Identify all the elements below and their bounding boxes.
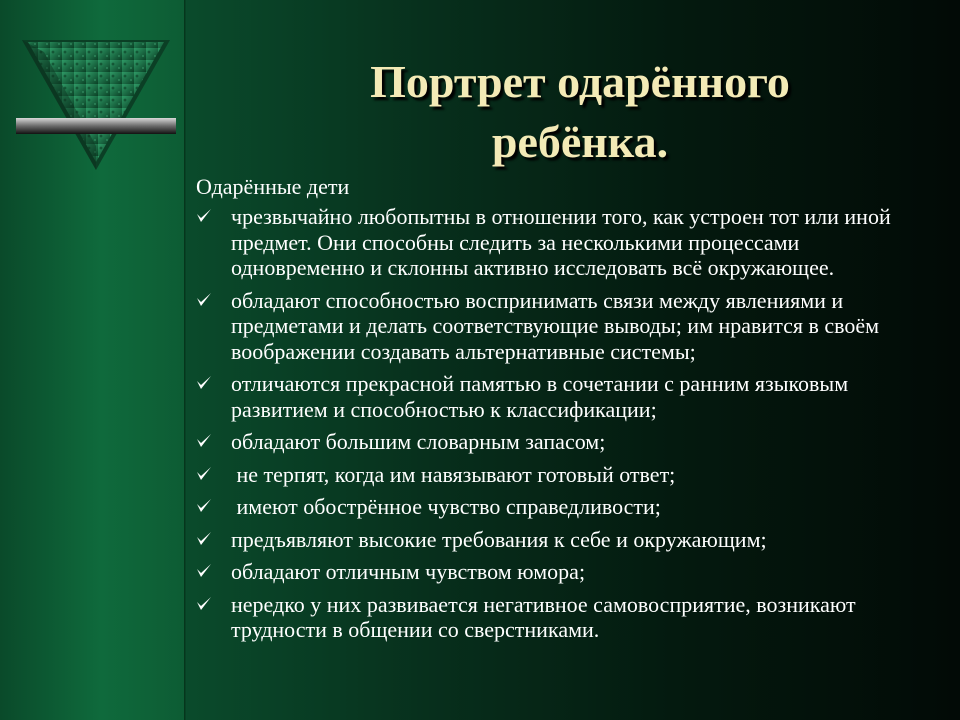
bullet-item [196, 204, 936, 281]
bullet-item [196, 371, 936, 422]
bullet-text: обладают большим словарным запасом; [231, 429, 606, 454]
check-mark-icon [196, 292, 212, 308]
check-mark-icon [196, 375, 212, 391]
green-triangle-logo-icon [14, 36, 178, 176]
band-edge [184, 0, 187, 720]
bullet-item [196, 559, 936, 585]
bullet-text: нередко у них развивается негативное самовосприятие, возникают трудности в общении со сверстниками. [231, 591, 862, 642]
bullet-text: предъявляют высокие требования к себе и окружающим; [231, 526, 767, 552]
bullet-text: не терпят, когда им навязывают готовый ответ; [231, 461, 676, 487]
intro-text: Одарённые дети [196, 174, 350, 199]
check-mark-icon [196, 498, 212, 514]
bullet-item [196, 494, 936, 520]
bullet-item [196, 527, 936, 553]
bullet-item [196, 288, 936, 365]
check-mark-icon [196, 433, 212, 449]
bullet-text: обладают отличным чувством юмора; [231, 559, 586, 584]
bullet-text: обладают способностью воспринимать связи между явлениями и предметами и делать соответствующие выводы; им нравится в своём воображении создавать альтернативные системы; [231, 287, 885, 364]
check-mark-icon [196, 531, 212, 547]
bullet-item [196, 462, 936, 488]
slide-title: Портрет одарённого ребёнка. [370, 56, 790, 167]
bullet-text: чрезвычайно любопытны в отношении того, как устроен тот или иной предмет. Они способны следить за несколькими процессами одновременно и склонны активно исследовать всё окружающее. [231, 204, 897, 280]
bullet-list [196, 204, 936, 650]
check-mark-icon [196, 596, 212, 612]
check-mark-icon [196, 466, 212, 482]
bullet-item [196, 429, 936, 455]
check-mark-icon [196, 563, 212, 579]
bullet-item [196, 592, 936, 643]
bullet-text: отличаются прекрасной памятью в сочетании с ранним языковым развитием и способностью к классификации; [231, 371, 854, 422]
check-mark-icon [196, 208, 212, 224]
bullet-text: имеют обострённое чувство справедливости; [231, 494, 661, 519]
